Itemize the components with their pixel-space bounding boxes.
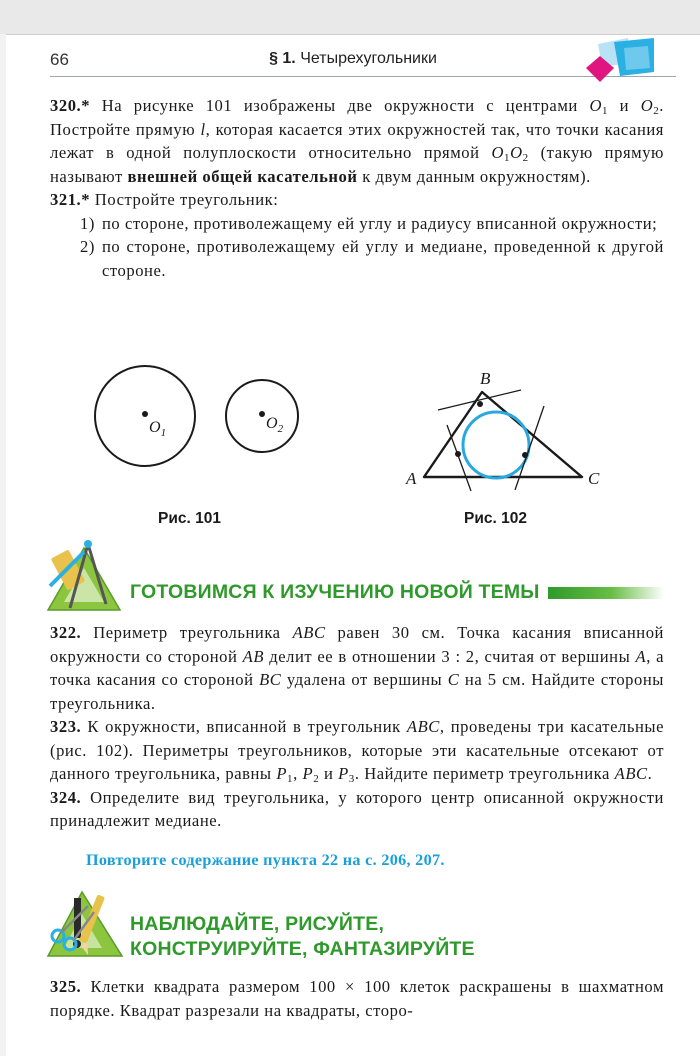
problem-text: удалена от вершины bbox=[281, 670, 448, 689]
math-symbol: O bbox=[491, 143, 505, 162]
problem-text: К окружности, вписанной в треугольник bbox=[81, 717, 407, 736]
problem-text: . Найдите периметр треугольника bbox=[354, 764, 615, 783]
problem-number: 323. bbox=[50, 717, 82, 736]
vertex-label-c: C bbox=[588, 469, 600, 488]
incircle bbox=[463, 412, 529, 478]
problem-number: 325. bbox=[50, 977, 82, 996]
problem-text: , а точка касания со стороной bbox=[50, 646, 664, 689]
math-symbol: ABC bbox=[614, 764, 648, 783]
label-o2: $O_2$ bbox=[266, 415, 284, 435]
problem-text: Определите вид треугольника, у которого центр описанной окружности принадлежит медиане. bbox=[50, 787, 664, 830]
math-symbol: O bbox=[510, 143, 523, 162]
section-mark: § 1. bbox=[269, 50, 296, 67]
problem-number: 324. bbox=[50, 787, 82, 807]
problem-324 bbox=[50, 786, 664, 833]
math-symbol: BC bbox=[259, 670, 282, 689]
subproblem-text: по стороне, противолежащему ей углу и радиусу вписанной окружности; bbox=[102, 213, 658, 233]
problem-325-block bbox=[50, 975, 664, 1022]
tangent-point bbox=[522, 452, 528, 458]
label-o1: $O_1$ bbox=[149, 419, 167, 439]
section-title-prepare: ГОТОВИМСЯ К ИЗУЧЕНИЮ НОВОЙ ТЕМЫ bbox=[130, 581, 540, 603]
problem-text: равен 30 см. Точка касания вписанной окружности со стороной bbox=[50, 623, 664, 666]
problem-number: 322. bbox=[50, 623, 82, 642]
problem-321 bbox=[50, 188, 664, 212]
problem-text: . Постройте прямую bbox=[50, 96, 664, 139]
math-symbol: P bbox=[276, 764, 288, 783]
section-title-line: КОНСТРУИРУЙТЕ, ФАНТАЗИРУЙТЕ bbox=[130, 938, 475, 960]
problem-text: к двум данным окружностям). bbox=[357, 166, 591, 186]
problem-text: (такую прямую называют bbox=[50, 143, 664, 186]
problem-text: делит ее в отношении 3 : 2, считая от вершины bbox=[264, 646, 636, 666]
triangle-abc bbox=[424, 392, 582, 477]
math-subscript: 2 bbox=[653, 105, 660, 117]
vertex-label-a: A bbox=[406, 469, 417, 488]
figure-101-caption: Рис. 101 bbox=[158, 510, 221, 527]
problem-text: Клетки квадрата размером 100 × 100 клеток раскрашены в шахматном порядке. Квадрат разрезали на квадраты, сторо- bbox=[50, 977, 664, 1020]
problem-text: , проведены три касательные (рис. 102). Периметры треугольников, которые эти касательные отсекают от данного треугольника, равны bbox=[50, 717, 664, 783]
math-subscript: 2 bbox=[522, 152, 529, 164]
key-term: внешней общей касательной bbox=[127, 166, 358, 186]
repeat-note-link[interactable]: Повторите содержание пункта 22 на с. 206, 207. bbox=[86, 851, 445, 869]
header-rule bbox=[50, 76, 676, 77]
section-banner-observe bbox=[44, 886, 664, 966]
vertex-label-b: B bbox=[480, 369, 491, 388]
math-subscript: 1 bbox=[601, 105, 609, 117]
running-header bbox=[6, 34, 700, 94]
subproblem-2 bbox=[80, 235, 664, 282]
problem-text: и bbox=[319, 764, 339, 783]
page-number: 66 bbox=[50, 50, 69, 69]
problems-322-324 bbox=[50, 621, 664, 833]
subproblem-label: 2) bbox=[80, 237, 95, 256]
problem-320 bbox=[50, 94, 664, 188]
problem-text: , которая касается этих окружностей так, что точки касания лежат в одной полуплоскости относительно прямой bbox=[50, 119, 664, 162]
math-symbol: AB bbox=[242, 646, 265, 666]
math-symbol: A bbox=[635, 646, 647, 666]
figures-area bbox=[6, 354, 700, 544]
math-symbol: O bbox=[640, 96, 654, 115]
problem-number: 321.* bbox=[50, 190, 91, 209]
subproblem-text: по стороне, противолежащему ей углу и медиане, проведенной к другой стороне. bbox=[102, 237, 664, 280]
problem-text: . bbox=[647, 764, 653, 783]
section-title-line: НАБЛЮДАЙТЕ, РИСУЙТЕ, bbox=[130, 913, 385, 935]
section-banner-prepare bbox=[44, 538, 664, 603]
math-symbol: P bbox=[302, 764, 314, 783]
problem-text: Постройте треугольник: bbox=[90, 190, 279, 209]
problem-text: на 5 см. Найдите стороны треугольника. bbox=[50, 670, 665, 713]
problem-text: Периметр треугольника bbox=[81, 623, 293, 642]
tangent-point bbox=[477, 401, 483, 407]
viewer-toolbar bbox=[0, 0, 700, 35]
math-symbol: ABC bbox=[406, 717, 440, 736]
tangent-line-top bbox=[438, 390, 521, 410]
section-title-observe bbox=[130, 912, 475, 962]
problems-320-321 bbox=[50, 94, 664, 282]
textbook-page bbox=[6, 34, 700, 1056]
problem-text: и bbox=[608, 96, 641, 115]
tangent-line-left bbox=[447, 425, 471, 491]
math-subscript: 3 bbox=[348, 773, 355, 785]
math-symbol: O bbox=[589, 96, 602, 115]
math-symbol: P bbox=[338, 764, 349, 783]
subproblem-1 bbox=[80, 212, 664, 236]
pencil-scissors-icon bbox=[44, 886, 126, 960]
problem-325 bbox=[50, 975, 664, 1022]
math-subscript: 1 bbox=[504, 152, 511, 164]
math-subscript: 2 bbox=[313, 773, 320, 785]
geometry-tools-icon bbox=[44, 538, 126, 614]
math-symbol: ABC bbox=[292, 623, 326, 642]
math-symbol: l bbox=[200, 119, 206, 139]
tangent-point bbox=[455, 451, 461, 457]
math-subscript: 1 bbox=[287, 773, 294, 785]
problem-text: На рисунке 101 изображены две окружности с центрами bbox=[90, 96, 590, 115]
section-title-bar bbox=[548, 587, 664, 599]
problem-text: , bbox=[293, 764, 303, 783]
math-symbol: C bbox=[447, 670, 460, 689]
problem-number: 320.* bbox=[50, 96, 91, 115]
figure-102 bbox=[6, 354, 700, 544]
problem-322 bbox=[50, 621, 664, 715]
section-name: Четырехугольники bbox=[300, 50, 437, 67]
problem-323 bbox=[50, 715, 664, 786]
subproblem-label: 1) bbox=[80, 213, 95, 233]
corner-decoration-icon bbox=[584, 38, 654, 86]
figure-102-caption: Рис. 102 bbox=[464, 510, 527, 527]
